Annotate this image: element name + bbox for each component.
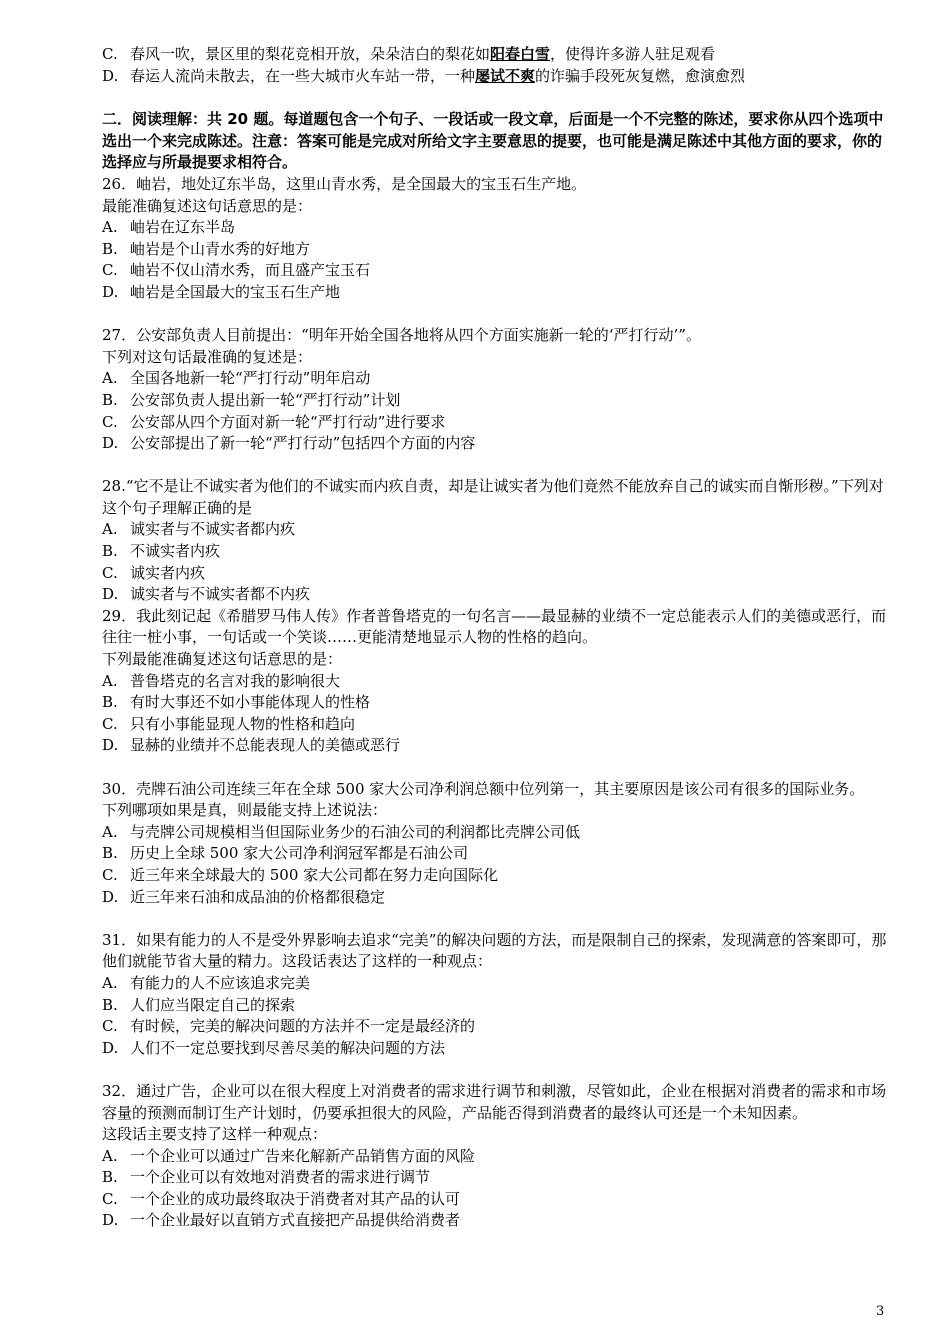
option-letter: D. bbox=[102, 1211, 119, 1230]
answer-option bbox=[102, 973, 892, 995]
option-letter: C. bbox=[102, 45, 118, 63]
option-text-pre: 春风一吹，景区里的梨花竞相开放，朵朵洁白的梨花如 bbox=[130, 45, 491, 63]
option-text: 岫岩在辽东半岛 bbox=[130, 218, 236, 237]
answer-option bbox=[102, 260, 892, 282]
option-text: 诚实者内疚 bbox=[130, 563, 206, 582]
option-text: 一个企业的成功最终取决于消费者对其产品的认可 bbox=[130, 1189, 461, 1208]
option-text: 有时大事还不如小事能体现人的性格 bbox=[130, 693, 371, 712]
answer-option bbox=[102, 433, 892, 455]
option-letter: A. bbox=[102, 1146, 118, 1165]
option-letter: B. bbox=[102, 693, 118, 712]
option-letter: C. bbox=[102, 1189, 118, 1208]
answer-option bbox=[102, 714, 892, 736]
question-stem: 27．公安部负责人目前提出：“明年开始全国各地将从四个方面实施新一轮的‘严打行动’”。 bbox=[102, 326, 701, 345]
option-letter: B. bbox=[102, 1168, 118, 1187]
answer-option bbox=[102, 692, 892, 714]
option-text: 公安部负责人提出新一轮“严打行动”计划 bbox=[130, 390, 401, 409]
answer-option bbox=[102, 843, 892, 865]
option-text bbox=[130, 67, 745, 85]
option-text: 诚实者与不诚实者都内疚 bbox=[130, 520, 296, 539]
option-text: 有时候，完美的解决问题的方法并不一定是最经济的 bbox=[130, 1017, 476, 1036]
answer-option bbox=[102, 887, 892, 909]
option-text: 不诚实者内疚 bbox=[130, 542, 221, 561]
question-stem: 32．通过广告，企业可以在很大程度上对消费者的需求进行调节和刺激，尽管如此，企业在根据对消费者的需求和市场容量的预测而制订生产计划时，仍要承担很大的风险，产品能否得到消费者的最终认可还是一个未知因素。 bbox=[102, 1081, 887, 1122]
answer-option bbox=[102, 865, 892, 887]
option-letter: B. bbox=[102, 844, 118, 863]
spacer bbox=[102, 908, 892, 930]
option-text: 普鲁塔克的名言对我的影响很大 bbox=[130, 671, 341, 690]
option-c bbox=[102, 44, 892, 66]
option-text: 人们应当限定自己的探索 bbox=[130, 995, 296, 1014]
option-letter: C. bbox=[102, 714, 118, 733]
option-letter: B. bbox=[102, 542, 118, 561]
page-number: 3 bbox=[876, 1304, 885, 1319]
question-block bbox=[102, 476, 892, 606]
option-text: 一个企业可以通过广告来化解新产品销售方面的风险 bbox=[130, 1146, 476, 1165]
option-text: 诚实者与不诚实者都不内疚 bbox=[130, 585, 311, 604]
option-text: 显赫的业绩并不总能表现人的美德或恶行 bbox=[130, 736, 401, 755]
answer-option bbox=[102, 1146, 892, 1168]
option-text: 公安部提出了新一轮“严打行动”包括四个方面的内容 bbox=[130, 434, 476, 453]
question-prompt: 下列哪项如果是真，则最能支持上述说法： bbox=[102, 801, 388, 820]
option-letter: A. bbox=[102, 369, 118, 388]
answer-option bbox=[102, 368, 892, 390]
question-block bbox=[102, 1081, 892, 1232]
option-letter: C. bbox=[102, 412, 118, 431]
question-block bbox=[102, 325, 892, 455]
option-letter: D. bbox=[102, 282, 119, 301]
answer-option bbox=[102, 1189, 892, 1211]
option-text: 全国各地新一轮“严打行动”明年启动 bbox=[130, 369, 371, 388]
question-block bbox=[102, 930, 892, 1060]
option-letter: D. bbox=[102, 736, 119, 755]
option-text-post: ，使得许多游人驻足观看 bbox=[550, 45, 716, 63]
page-content bbox=[102, 44, 892, 1232]
option-text: 公安部从四个方面对新一轮“严打行动”进行要求 bbox=[130, 412, 446, 431]
option-text-pre: 春运人流尚未散去，在一些大城市火车站一带，一种 bbox=[130, 66, 476, 85]
option-text: 历史上全球 500 家大公司净利润冠军都是石油公司 bbox=[130, 844, 469, 863]
answer-option bbox=[102, 822, 892, 844]
option-text bbox=[130, 45, 715, 63]
option-text: 一个企业最好以直销方式直接把产品提供给消费者 bbox=[130, 1211, 461, 1230]
option-letter: A. bbox=[102, 973, 118, 992]
option-letter: A. bbox=[102, 218, 118, 237]
option-text: 岫岩是全国最大的宝玉石生产地 bbox=[130, 282, 341, 301]
option-text-post: 的诈骗手段死灰复燃，愈演愈烈 bbox=[535, 66, 746, 85]
answer-option bbox=[102, 239, 892, 261]
option-letter: A. bbox=[102, 520, 118, 539]
question-stem: 30．壳牌石油公司连续三年在全球 500 家大公司净利润总额中位列第一，其主要原因是该公司有很多的国际业务。 bbox=[102, 779, 865, 798]
answer-option bbox=[102, 671, 892, 693]
question-stem: 28.“它不是让不诚实者为他们的不诚实而内疚自责，却是让诚实者为他们竟然不能放弃自己的诚实而自惭形秽。”下列对这个句子理解正确的是 bbox=[102, 477, 884, 517]
question-block bbox=[102, 779, 892, 909]
answer-option bbox=[102, 217, 892, 239]
option-letter: C. bbox=[102, 865, 118, 884]
option-text: 一个企业可以有效地对消费者的需求进行调节 bbox=[130, 1168, 431, 1187]
option-text: 近三年来石油和成品油的价格都很稳定 bbox=[130, 887, 386, 906]
option-letter: D. bbox=[102, 434, 119, 453]
answer-option bbox=[102, 390, 892, 412]
option-letter: A. bbox=[102, 822, 118, 841]
option-letter: A. bbox=[102, 671, 118, 690]
answer-option bbox=[102, 282, 892, 304]
option-text: 只有小事能显现人物的性格和趋向 bbox=[130, 714, 356, 733]
option-d bbox=[102, 66, 892, 88]
question-prompt: 最能准确复述这句话意思的是： bbox=[102, 196, 313, 215]
option-text: 人们不一定总要找到尽善尽美的解决问题的方法 bbox=[130, 1038, 446, 1057]
option-text: 岫岩不仅山清水秀，而且盛产宝玉石 bbox=[130, 261, 371, 280]
answer-option bbox=[102, 563, 892, 585]
option-letter: C. bbox=[102, 1017, 118, 1036]
idiom-highlight: 屡试不爽 bbox=[475, 66, 536, 85]
option-letter: D. bbox=[102, 887, 119, 906]
option-text: 有能力的人不应该追求完美 bbox=[130, 973, 311, 992]
option-letter: D. bbox=[102, 585, 119, 604]
question-prompt: 下列最能准确复述这句话意思的是： bbox=[102, 650, 343, 669]
question-stem: 29．我此刻记起《希腊罗马伟人传》作者普鲁塔克的一句名言——最显赫的业绩不一定总能表示人们的美德或恶行，而往往一桩小事，一句话或一个笑谈……更能清楚地显示人物的性格的趋向。 bbox=[102, 606, 887, 647]
question-prompt: 下列对这句话最准确的复述是： bbox=[102, 347, 313, 366]
option-text: 近三年来全球最大的 500 家大公司都在努力走向国际化 bbox=[130, 865, 499, 884]
option-letter: D. bbox=[102, 66, 119, 85]
spacer bbox=[102, 304, 892, 326]
answer-option bbox=[102, 1038, 892, 1060]
answer-option bbox=[102, 412, 892, 434]
question-stem: 26．岫岩，地处辽东半岛，这里山青水秀，是全国最大的宝玉石生产地。 bbox=[102, 174, 587, 193]
option-letter: C. bbox=[102, 563, 118, 582]
spacer bbox=[102, 757, 892, 779]
answer-option bbox=[102, 995, 892, 1017]
section-title: 二．阅读理解：共 20 题。每道题包含一个句子、一段话或一段文章，后面是一个不完整的陈述，要求你从四个选项中选出一个来完成陈述。注意：答案可能是完成对所给文字主要意思的提要，也可能是满足陈述中其他方面的要求，你的选择应与所最提要求相符合。 bbox=[102, 110, 884, 172]
option-letter: D. bbox=[102, 1038, 119, 1057]
idiom-highlight: 阳春白雪 bbox=[490, 45, 551, 63]
answer-option bbox=[102, 735, 892, 757]
option-letter: B. bbox=[102, 239, 118, 258]
answer-option bbox=[102, 1210, 892, 1232]
question-block bbox=[102, 174, 892, 304]
answer-option bbox=[102, 1167, 892, 1189]
option-letter: C. bbox=[102, 261, 118, 280]
option-letter: B. bbox=[102, 995, 118, 1014]
question-prompt: 这段话主要支持了这样一种观点： bbox=[102, 1125, 328, 1144]
answer-option bbox=[102, 584, 892, 606]
option-text: 岫岩是个山青水秀的好地方 bbox=[130, 239, 311, 258]
spacer bbox=[102, 1059, 892, 1081]
answer-option bbox=[102, 541, 892, 563]
answer-option bbox=[102, 1016, 892, 1038]
answer-option bbox=[102, 519, 892, 541]
question-list bbox=[102, 174, 892, 1232]
spacer bbox=[102, 455, 892, 477]
question-block bbox=[102, 606, 892, 757]
option-letter: B. bbox=[102, 390, 118, 409]
option-text: 与壳牌公司规模相当但国际业务少的石油公司的利润都比壳牌公司低 bbox=[130, 822, 581, 841]
question-stem: 31．如果有能力的人不是受外界影响去追求“完美”的解决问题的方法，而是限制自己的探索，发现满意的答案即可，那他们就能节省大量的精力。这段话表达了这样的一种观点： bbox=[102, 930, 887, 971]
